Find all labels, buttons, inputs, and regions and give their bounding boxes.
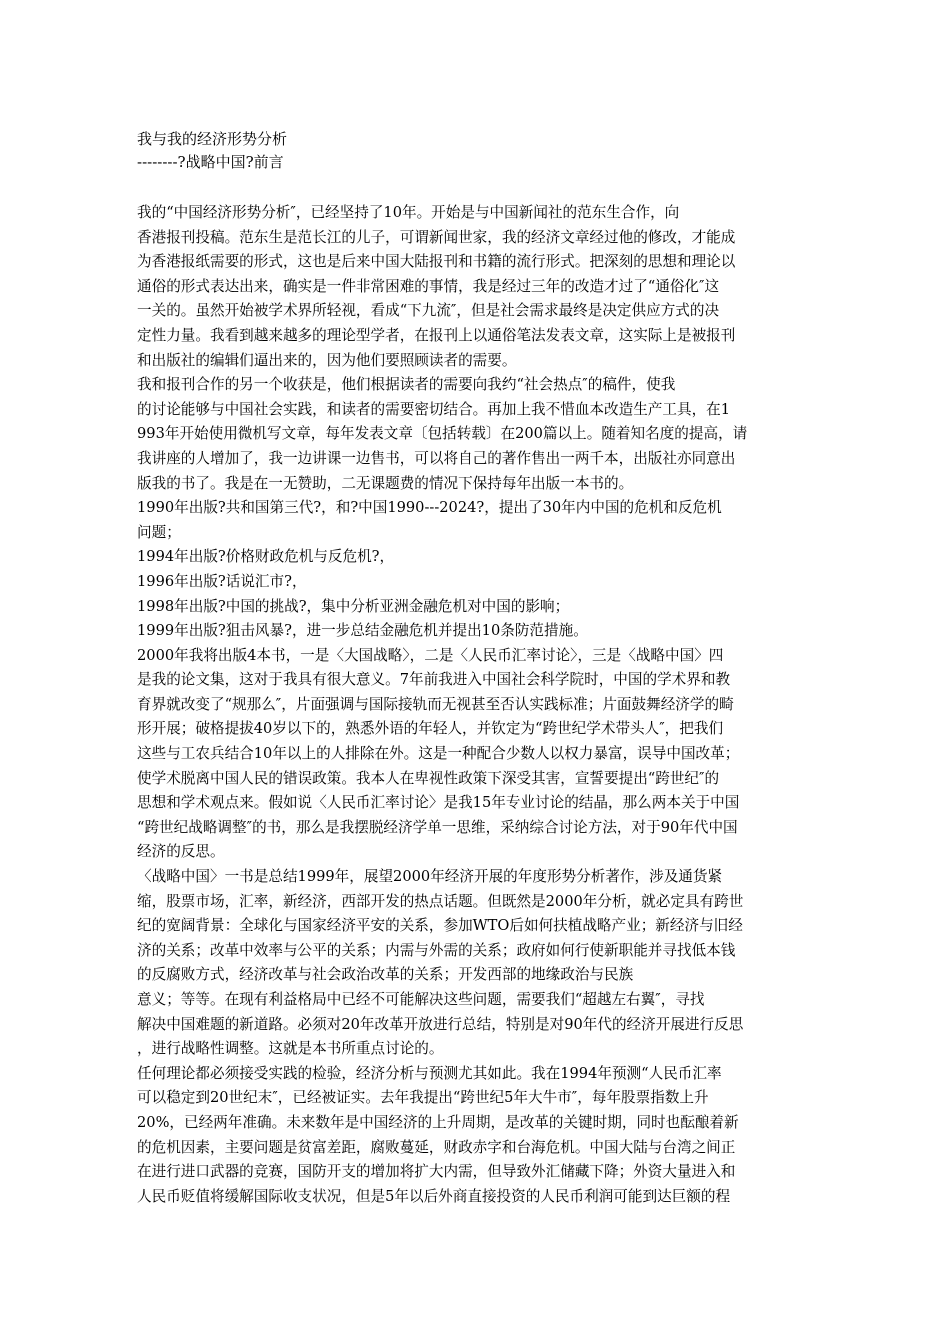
text-line: 形开展；破格提拔40岁以下的，熟悉外语的年轻人，并钦定为“跨世纪学术带头人″，把我们 bbox=[137, 720, 724, 738]
text-line: ，进行战略性调整。这就是本书所重点讨论的。 bbox=[137, 1040, 444, 1058]
text-line: 这些与工农兵结合10年以上的人排除在外。这是一种配合少数人以权力暴富，误导中国改革； bbox=[137, 745, 740, 763]
text-line: 版我的书了。我是在一无赞助，二无课题费的情况下保持每年出版一本书的。 bbox=[137, 474, 634, 492]
text-line: 任何理论都必须接受实践的检验，经济分析与预测尤其如此。我在1994年预测“人民币汇率 bbox=[137, 1064, 722, 1082]
text-line: 我讲座的人增加了，我一边讲课一边售书，可以将自己的著作售出一两千本，出版社亦同意出 bbox=[137, 449, 736, 467]
text-line: 我和报刊合作的另一个收获是，他们根据读者的需要向我约“社会热点″的稿件，使我 bbox=[137, 376, 676, 394]
text-line: 为香港报纸需要的形式，这也是后来中国大陆报刊和书籍的流行形式。把深刻的思想和理论以 bbox=[137, 253, 736, 271]
text-line: 在进行进口武器的竞赛，国防开支的增加将扩大内需，但导致外汇储藏下降；外资大量进入和 bbox=[137, 1163, 736, 1181]
text-line: 的反腐败方式，经济改革与社会政治改革的关系；开发西部的地缘政治与民族 bbox=[137, 966, 634, 984]
text-line: 可以稳定到20世纪末″，已经被证实。去年我提出“跨世纪5年大牛市″，每年股票指数上升 bbox=[137, 1089, 709, 1107]
text-line: 济的关系；改革中效率与公平的关系；内需与外需的关系；政府如何行使新职能并寻找低本钱 bbox=[137, 941, 736, 959]
text-line: 问题； bbox=[137, 523, 181, 541]
text-line: 20%，已经两年准确。未来数年是中国经济的上升周期，是改革的关键时期，同时也酝酿着新 bbox=[137, 1113, 739, 1131]
text-line: 香港报刊投稿。范东生是范长江的儿子，可谓新闻世家，我的经济文章经过他的修改，才能成 bbox=[137, 228, 736, 246]
title-block bbox=[137, 128, 287, 174]
text-line: 纪的宽阔背景：全球化与国家经济平安的关系，参加WTO后如何扶植战略产业；新经济与旧经 bbox=[137, 917, 743, 935]
text-line: 经济的反思。 bbox=[137, 843, 225, 861]
text-line: 缩，股票市场，汇率，新经济，西部开发的热点话题。但既然是2000年分析，就必定具有跨世 bbox=[137, 892, 744, 910]
text-line: 1999年出版?狙击风暴?，进一步总结金融危机并提出10条防范措施。 bbox=[137, 622, 588, 640]
text-line: 通俗的形式表达出来，确实是一件非常困难的事情，我是经过三年的改造才过了“通俗化″这 bbox=[137, 277, 720, 295]
text-line: 育界就改变了“规那么″，片面强调与国际接轨而无视甚至否认实践标准；片面鼓舞经济学的畸 bbox=[137, 695, 734, 713]
text-line: “跨世纪战略调整″的书，那么是我摆脱经济学单一思维，采纳综合讨论方法，对于90年代中国 bbox=[137, 818, 738, 836]
text-line: 993年开始使用微机写文章，每年发表文章〔包括转载〕在200篇以上。随着知名度的提高，请 bbox=[137, 425, 748, 443]
text-line: 思想和学术观点来。假如说〈人民币汇率讨论〉是我15年专业讨论的结晶，那么两本关于中国 bbox=[137, 794, 740, 812]
text-line: 意义；等等。在现有利益格局中已经不可能解决这些问题，需要我们“超越左右翼″，寻找 bbox=[137, 991, 705, 1008]
text-line: 解决中国难题的新道路。必须对20年改革开放进行总结，特别是对90年代的经济开展进行反思 bbox=[137, 1015, 744, 1033]
text-line: 定性力量。我看到越来越多的理论型学者，在报刊上以通俗笔法发表文章，这实际上是被报刊 bbox=[137, 326, 736, 344]
text-line: 1994年出版?价格财政危机与反危机?， bbox=[137, 548, 395, 566]
text-line: 2000年我将出版4本书，一是〈大国战略〉，二是〈人民币汇率讨论〉，三是〈战略中国〉四 bbox=[137, 646, 724, 664]
text-line: 1990年出版?共和国第三代?，和?中国1990---2024?，提出了30年内中国的危机和反危机 bbox=[137, 499, 722, 517]
document-body bbox=[137, 201, 827, 1209]
text-line: 使学术脱离中国人民的错误政策。我本人在卑视性政策下深受其害，宣誓要提出“跨世纪″的 bbox=[137, 769, 720, 787]
text-line: 1998年出版?中国的挑战?，集中分析亚洲金融危机对中国的影响； bbox=[137, 597, 570, 615]
text-line: 的危机因素，主要问题是贫富差距，腐败蔓延，财政赤字和台海危机。中国大陆与台湾之间正 bbox=[137, 1138, 736, 1156]
document-subtitle: --------?战略中国?前言 bbox=[137, 153, 284, 171]
text-line: 我的“中国经济形势分析″，已经坚持了10年。开始是与中国新闻社的范东生合作，向 bbox=[137, 204, 680, 221]
text-line: 1996年出版?话说汇市?， bbox=[137, 572, 307, 590]
text-line: 是我的论文集，这对于我具有很大意义。7年前我进入中国社会科学院时，中国的学术界和教 bbox=[137, 671, 731, 689]
text-line: 的讨论能够与中国社会实践，和读者的需要密切结合。再加上我不惜血本改造生产工具，在1 bbox=[137, 400, 731, 418]
text-line: 〈战略中国〉一书是总结1999年，展望2000年经济开展的年度形势分析著作，涉及通货紧 bbox=[137, 868, 723, 886]
text-line: 一关的。虽然开始被学术界所轻视，看成“下九流″，但是社会需求最终是决定供应方式的决 bbox=[137, 302, 720, 320]
text-line: 和出版社的编辑们逼出来的，因为他们要照顾读者的需要。 bbox=[137, 351, 517, 369]
document-title: 我与我的经济形势分析 bbox=[137, 130, 288, 148]
text-line: 人民币贬值将缓解国际收支状况，但是5年以后外商直接投资的人民币利润可能到达巨额的程 bbox=[137, 1187, 731, 1205]
